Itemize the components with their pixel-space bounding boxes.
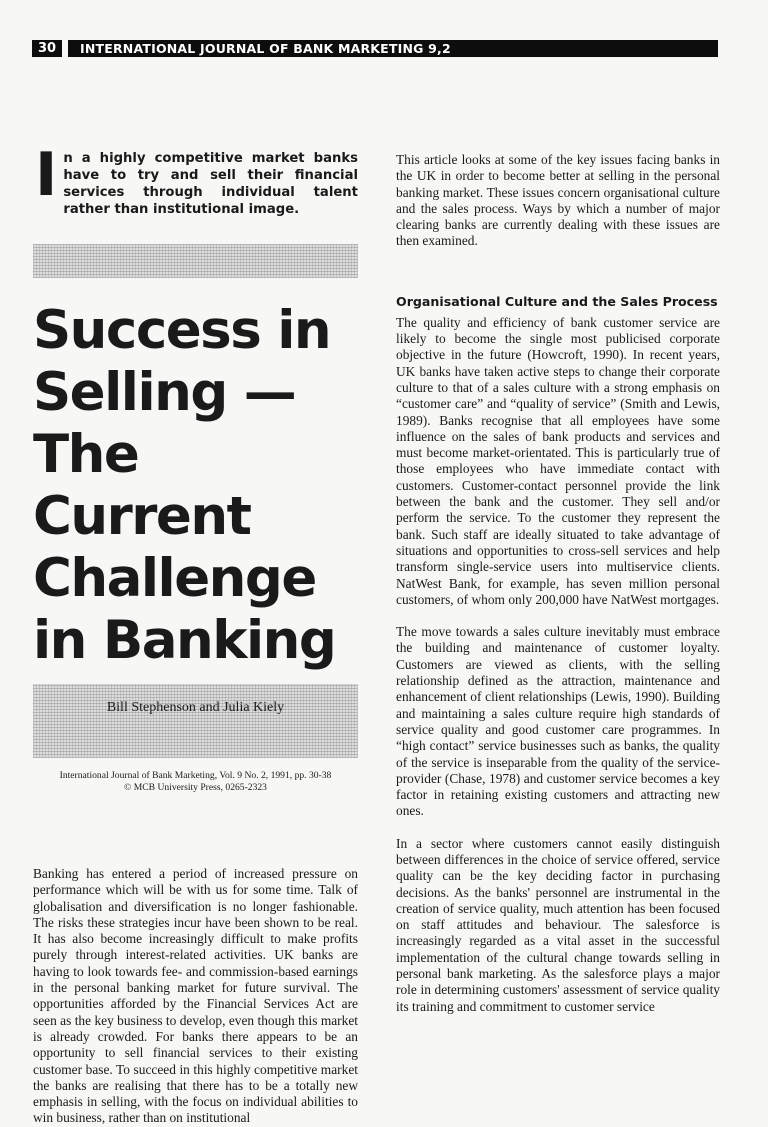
running-header bbox=[32, 40, 718, 57]
journal-title: INTERNATIONAL JOURNAL OF BANK MARKETING 9,2 bbox=[80, 41, 451, 56]
intro-paragraph: This article looks at some of the key issues facing banks in the UK in order to become better at selling in the personal banking market. These issues concern organisational culture and the sales process. Ways by which a number of major clearing banks are currently dealing with these issues are then examined. bbox=[396, 152, 720, 249]
citation-line: International Journal of Bank Marketing, Vol. 9 No. 2, 1991, pp. 30-38 bbox=[59, 770, 332, 781]
title-line: in Banking bbox=[33, 610, 336, 671]
page-number: 30 bbox=[32, 40, 68, 57]
body-paragraph: The quality and efficiency of bank customer service are likely to become the single most publicised corporate objective in the future (Howcroft, 1990). In recent years, UK banks have taken active steps to change their corporate culture to that of a sales culture with a strong emphasis on “customer care” and “quality of service” (Smith and Lewis, 1989). Banks recognise that all employees have some influence on the sales of bank products and services and must become market-orientated. This is particularly true of those employees who have immediate contact with customers. Customer-contact personnel provide the link between the bank and the customer. They sell and/or perform the service. To the customer they represent the bank. Such staff are ideally situated to take advantage of situations and opportunities to cross-sell services and help transform single-service users into multiservice clients. NatWest Bank, for example, has seven million personal customers, of whom only 200,000 have NatWest mortgages. bbox=[396, 314, 720, 607]
author-band bbox=[33, 684, 358, 758]
title-line: Selling — bbox=[33, 362, 296, 423]
title-line: The Current bbox=[33, 424, 251, 547]
citation bbox=[33, 770, 358, 794]
right-column bbox=[396, 152, 720, 1015]
citation-line: © MCB University Press, 0265-2323 bbox=[124, 782, 267, 793]
body-paragraph: In a sector where customers cannot easily distinguish between differences in the choice of service offered, service quality can be the key deciding factor in purchasing decisions. As the banks' personnel are instrumental in the creation of service quality, much attention has been focused on staff attitudes and behaviour. The salesforce is increasingly regarded as a vital asset in the successful implementation of the cultural change towards selling in personal bank marketing. As the salesforce plays a major role in determining customers' assessment of service quality its training and commitment to customer service bbox=[396, 835, 720, 1014]
body-paragraph: Banking has entered a period of increased pressure on performance which will be with us for some time. Talk of globalisation and diversification is no longer fashionable. The risks these strategies incur have been shown to be real. It has also become increasingly difficult to make profits purely through interest-related activities. UK banks are having to look towards fee- and commission-based earnings in the personal banking market for future survival. The opportunities afforded by the Financial Services Act are seen as the key business to develop, even though this market is already crowded. For banks there appears to be an opportunity to sell financial services to their existing customer base. To succeed in this highly competitive market the banks are realising that there has to be a totally new emphasis in selling, with the focus on individual abilities to win business, rather than on institutional bbox=[33, 866, 358, 1126]
decorative-band-top bbox=[33, 244, 358, 278]
lede-paragraph bbox=[33, 140, 358, 218]
title-line: Success in bbox=[33, 300, 331, 361]
left-column bbox=[33, 140, 358, 1127]
authors: Bill Stephenson and Julia Kiely bbox=[106, 700, 285, 715]
article-title bbox=[33, 300, 358, 672]
drop-cap: I bbox=[35, 140, 58, 210]
title-line: Challenge bbox=[33, 548, 316, 609]
section-heading: Organisational Culture and the Sales Process bbox=[396, 293, 718, 309]
lede-text: n a highly competitive market banks have to try and sell their financial services through individual talent rather than institutional image. bbox=[63, 151, 358, 217]
body-paragraph: The move towards a sales culture inevitably must embrace the building and maintenance of customer loyalty. Customers are viewed as clients, with the selling relationship defined as the attraction, maintenance and enhancement of client relationships (Lewis, 1990). Building and maintaining a sales culture require high standards of service quality and good customer care programmes. In “high contact” service businesses such as banks, the quality of the service is inseparable from the quality of the service-provider (Chase, 1978) and customer service becomes a key factor in retaining existing customers and attracting new ones. bbox=[396, 624, 720, 819]
